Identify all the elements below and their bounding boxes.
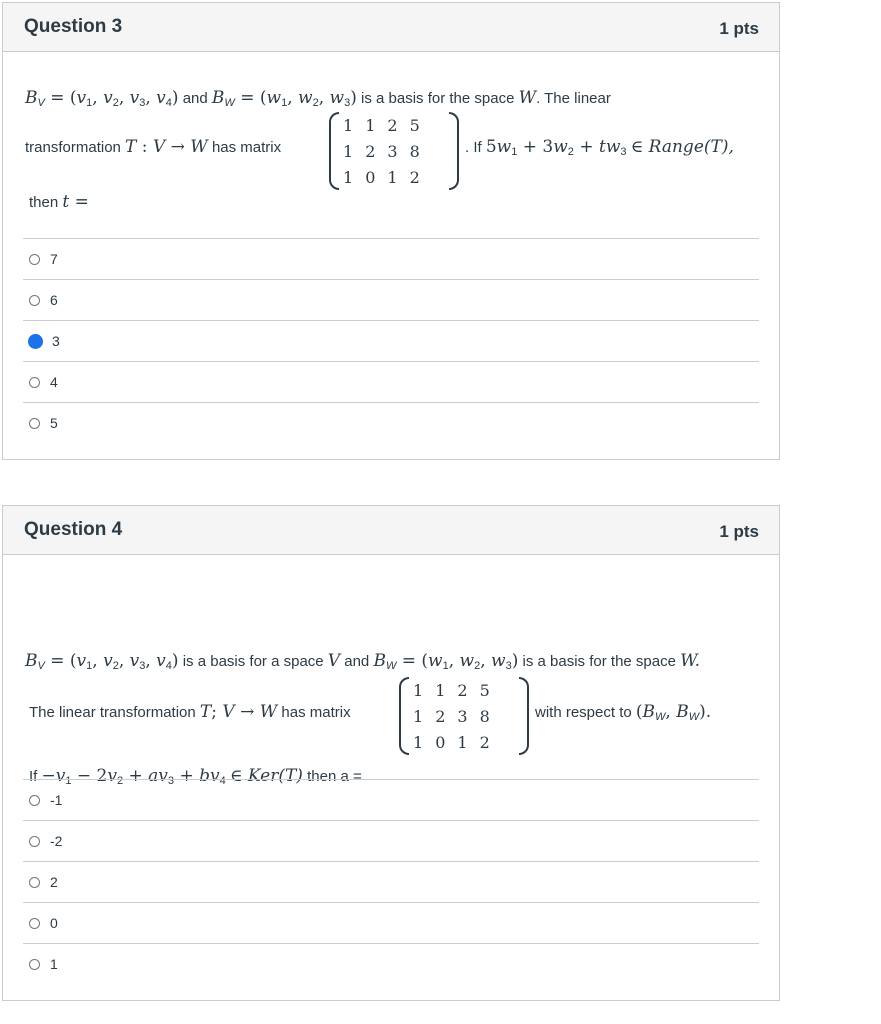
question-4-line-1: $B_V = (v_1$, $v_2$, $v_3$, $v_4$) is a basis for a space V and $B_W = (w_1$, $w_2$, $w_3$) is a basis for the space W.	[25, 651, 701, 672]
radio-button[interactable]	[29, 918, 40, 929]
radio-button[interactable]	[29, 295, 40, 306]
radio-button[interactable]	[29, 836, 40, 847]
q4-space-w: W.	[680, 651, 701, 671]
question-4-line-2: The linear transformation T; V → W has matrix	[29, 702, 351, 722]
answer-label: 0	[50, 915, 58, 931]
answer-label: 7	[50, 251, 58, 267]
question-4-card	[2, 505, 780, 1001]
question-4-points: 1 pts	[719, 522, 759, 541]
q4-if: If	[29, 768, 38, 785]
answer-label: 2	[50, 874, 58, 890]
q3-answer-option[interactable]	[23, 279, 759, 320]
q4-then-a: then a =	[307, 768, 362, 785]
q3-transformation: transformation	[25, 139, 121, 156]
q3-answer-option[interactable]	[23, 320, 759, 361]
q4-space-v: V	[327, 651, 341, 671]
q4-basis-w-text: is a basis for the space	[522, 653, 676, 670]
q3-then: then	[29, 194, 59, 211]
q3-answer-option[interactable]	[23, 402, 759, 443]
q3-answer-option[interactable]	[23, 361, 759, 402]
q4-the-linear: The linear transformation	[29, 704, 196, 721]
q3-space-w: W	[518, 88, 537, 108]
q3-answer-option[interactable]	[23, 238, 759, 279]
radio-button[interactable]	[29, 795, 40, 806]
q3-if: . If	[465, 139, 482, 156]
q4-has-matrix: has matrix	[281, 704, 351, 721]
q3-the-linear: . The linear	[536, 90, 611, 107]
question-3-line-1: $B_V = (v_1$, $v_2$, $v_3$, $v_4$) and $B_W = (w_1$, $w_2$, $w_3$) is a basis for the space W. The linear	[25, 88, 611, 109]
radio-button[interactable]	[29, 254, 40, 265]
q4-basis-v-text: is a basis for a space	[182, 653, 324, 670]
answer-label: 6	[50, 292, 58, 308]
question-4-header	[3, 506, 779, 555]
q3-then-var: t =	[62, 192, 89, 212]
question-3-answers	[23, 238, 759, 443]
answer-label: -1	[50, 792, 63, 808]
q4-answer-option[interactable]	[23, 902, 759, 943]
radio-button[interactable]	[29, 959, 40, 970]
question-3-card	[2, 2, 780, 460]
q4-ker-expr: ∈ Ker(T)	[229, 766, 303, 786]
q4-answer-option[interactable]	[23, 820, 759, 861]
question-4-answers	[23, 779, 759, 984]
q4-answer-option[interactable]	[23, 779, 759, 820]
question-3-title: Question 3	[24, 16, 123, 37]
q4-matrix: 1 1 2 5 1 2 3 8 1 0 1 2	[399, 677, 529, 755]
q3-range-expr: ∈ Range(T),	[630, 137, 734, 157]
q4-answer-option[interactable]	[23, 943, 759, 984]
question-3-points: 1 pts	[719, 19, 759, 38]
q4-with-respect: with respect to	[535, 704, 632, 721]
radio-button[interactable]	[29, 418, 40, 429]
question-4-title: Question 4	[24, 519, 123, 540]
question-3-header	[3, 3, 779, 52]
radio-button[interactable]	[29, 877, 40, 888]
question-4-line-3: $If -v_1 - 2v_2 + av_3 + bv_4$ ∈ Ker(T) then a =	[29, 766, 362, 787]
radio-button[interactable]	[29, 377, 40, 388]
question-4-line-2b: with respect to ($B_W$, $B_W$).	[535, 702, 712, 723]
q3-has-matrix: has matrix	[211, 139, 282, 156]
q3-and: and	[182, 90, 208, 107]
question-3-line-2: transformation T : V → W has matrix	[25, 137, 282, 157]
q4-and: and	[344, 653, 370, 670]
answer-label: 5	[50, 415, 58, 431]
answer-label: 4	[50, 374, 58, 390]
answer-label: 1	[50, 956, 58, 972]
q3-basis-w-text: is a basis for the space	[361, 90, 515, 107]
q3-matrix: 1 1 2 5 1 2 3 8 1 0 1 2	[329, 112, 459, 190]
answer-label: -2	[50, 833, 63, 849]
answer-label: 3	[52, 333, 60, 349]
question-3-line-3	[29, 192, 89, 212]
question-3-line-2b: . If $5w_1 + 3w_2 + tw_3$ ∈ Range(T),	[465, 137, 734, 158]
radio-button-selected[interactable]	[29, 335, 42, 348]
q4-answer-option[interactable]	[23, 861, 759, 902]
